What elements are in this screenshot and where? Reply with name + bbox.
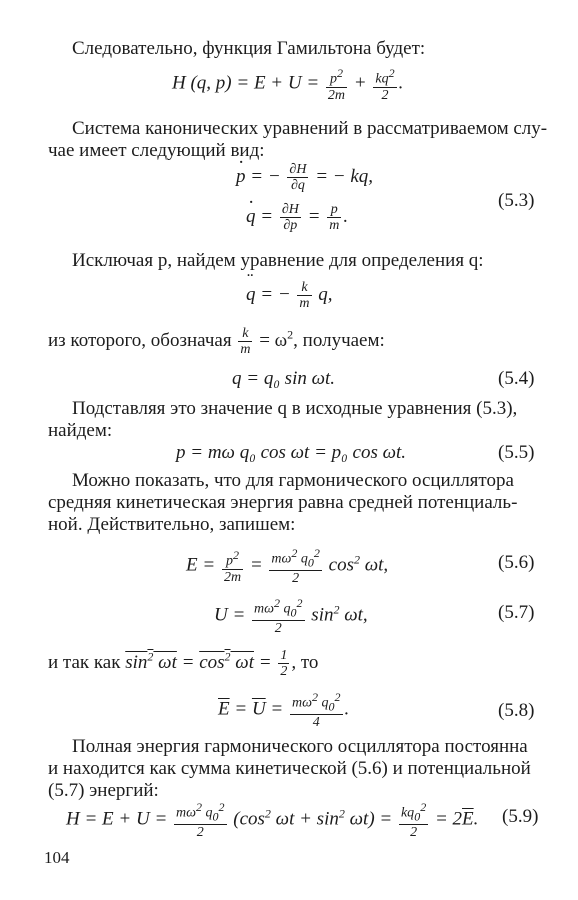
paragraph-line: средняя кинетическая энергия равна средней потенциаль- xyxy=(48,492,518,513)
paragraph-omega-def: из которого, обозначая $\frac{k}{m}$ = $\omega^2$, получаем: xyxy=(48,326,385,357)
paragraph-line: (5.7) энергий: xyxy=(48,780,159,801)
equation-q-solution: q = q₀ sin ωt. xyxy=(232,368,336,389)
equation-number-5-3: (5.3) xyxy=(498,190,535,211)
equation-number-5-5: (5.5) xyxy=(498,442,535,463)
paragraph-line: найдем: xyxy=(48,420,113,441)
paragraph-line: Подставляя это значение q в исходные уравнения (5.3), xyxy=(72,398,518,419)
page-number: 104 xyxy=(44,848,70,867)
equation-p-dot: · p = − $\frac{\partial H}{\partial q}$ = − kq, xyxy=(236,162,373,193)
paragraph-average: и так как $\sin^2 \omega t = \cos^2 \omega t$ = $\frac{1}{2}$ , то xyxy=(48,648,319,679)
equation-number-5-6: (5.6) xyxy=(498,552,535,573)
paragraph-canonical-system xyxy=(48,118,548,162)
equation-p-solution: p = mω q₀ cos ωt = p₀ cos ωt. xyxy=(176,442,407,463)
equation-total-energy: H = E + U = $\frac{m\omega^2 q_0^2}{2}$ ($\cos^2$ $\omega t + \sin^2 \omega t$) = $\frac{kq_0^2}{2}$ = $2\overline{E}$. xyxy=(66,800,479,841)
text-segment: получаем: xyxy=(302,329,385,351)
equation-number-5-7: (5.7) xyxy=(498,602,535,623)
equation-number-5-9: (5.9) xyxy=(502,806,539,827)
text-segment: из которого, обозначая xyxy=(48,329,232,351)
text-segment: и так как xyxy=(48,651,121,673)
paragraph-total-energy xyxy=(48,736,535,802)
paragraph-substitute xyxy=(48,398,535,442)
paragraph-line: ной. Действительно, запишем: xyxy=(48,514,296,535)
equation-q-ddot: ¨ q = − $\frac{k}{m}$ q, xyxy=(246,280,333,311)
paragraph-line: чае имеет следующий вид: xyxy=(48,140,265,161)
equation-mean-energy: $\overline{E} = \overline{U}$ = $\frac{m\omega^2 q_0^2}{4}$ . xyxy=(218,690,350,731)
equation-number-5-8: (5.8) xyxy=(498,700,535,721)
paragraph-exclude-p: Исключая p, найдем уравнение для определения q: xyxy=(72,250,484,271)
paragraph-line: и находится как сумма кинетической (5.6) и потенциальной xyxy=(48,758,531,779)
equation-hamiltonian: H (q, p) = E + U = $\frac{p^2}{2m}$ + $\frac{kq^2}{2}$ . xyxy=(172,66,404,103)
paragraph-line: Полная энергия гармонического осциллятора постоянна xyxy=(72,736,528,757)
equation-kinetic-energy: E = $\frac{p^2}{2m}$ = $\frac{m\omega^2 q_0^2}{2}$ $\cos^2 \omega t$, xyxy=(186,546,389,587)
paragraph-line: Можно показать, что для гармонического осциллятора xyxy=(72,470,514,491)
equation-number-5-4: (5.4) xyxy=(498,368,535,389)
paragraph-energy-equality xyxy=(48,470,535,536)
paragraph-line: Система канонических уравнений в рассматриваемом слу- xyxy=(72,118,548,139)
equation-q-dot: · q = $\frac{\partial H}{\partial p}$ = $\frac{p}{m}$ . xyxy=(246,202,348,233)
equation-potential-energy: U = $\frac{m\omega^2 q_0^2}{2}$ $\sin^2 \omega t$, xyxy=(214,596,368,637)
paragraph-hamiltonian-intro: Следовательно, функция Гамильтона будет: xyxy=(72,38,426,59)
text-segment: то xyxy=(300,651,319,673)
